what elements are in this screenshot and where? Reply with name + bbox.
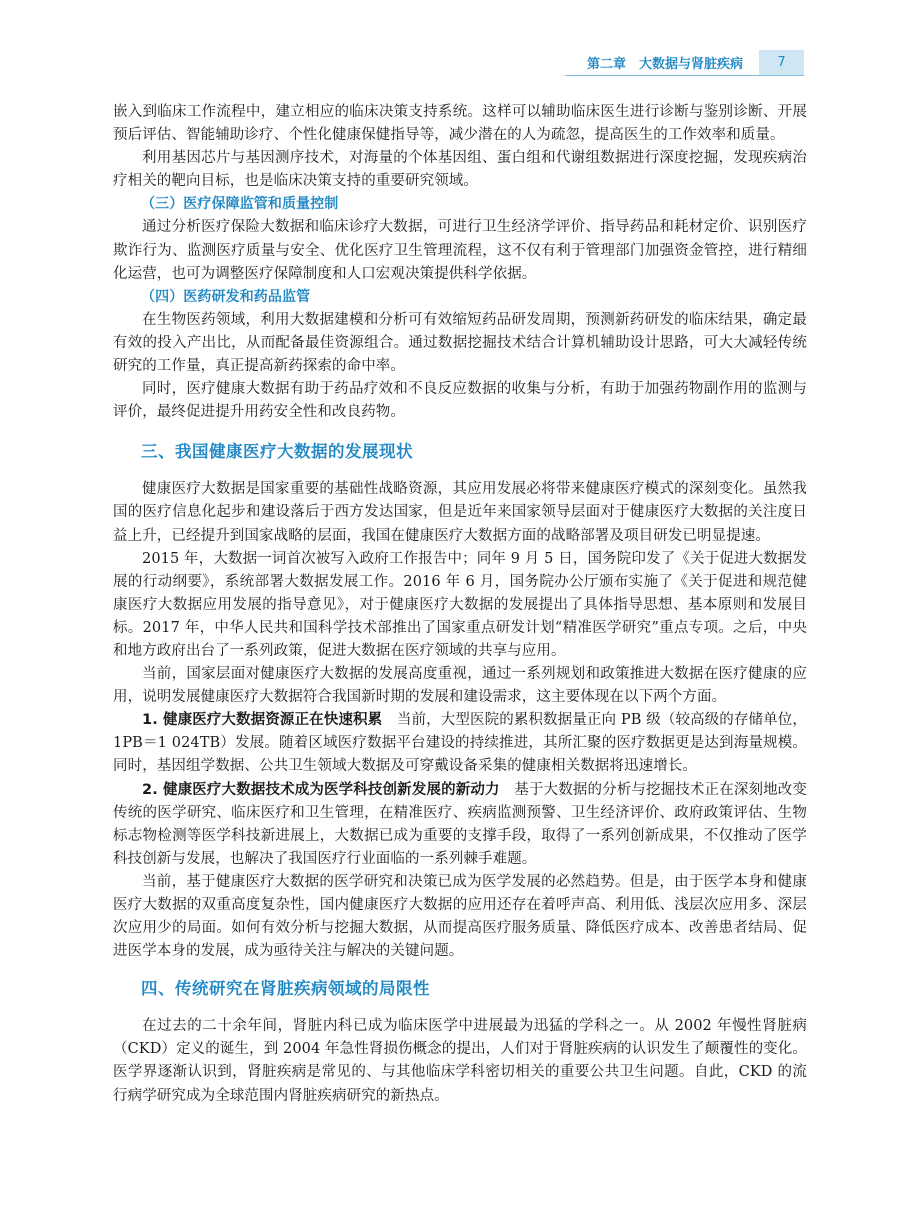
paragraph: 在生物医药领域，利用大数据建模和分析可有效缩短药品研发周期，预测新药研发的临床结果，确定最有效的投入产出比，从而配备最佳资源组合。通过数据挖掘技术结合计算机辅助设计思路，可大大减轻传统研究的工作量，真正提高新药探索的命中率。 bbox=[113, 311, 807, 375]
numbered-text-2: 基于大数据的分析与挖掘技术正在深刻地改变传统的医学研究、临床医疗和卫生管理，在精准医疗、疾病监测预警、卫生经济评价、政府政策评估、生物标志物检测等医学科技新进展上，大数据已成为重要的支撑手段，取得了一系列创新成果，不仅推动了医学科技创新与发展，也解决了我国医疗行业面临的一系列棘手难题。 bbox=[113, 781, 807, 867]
page-body bbox=[113, 101, 807, 1108]
numbered-paragraph-2 bbox=[113, 779, 807, 871]
header-rule bbox=[565, 75, 804, 76]
numbered-lead-1: 1. 健康医疗大数据资源正在快速积累 bbox=[142, 712, 383, 729]
paragraph: 当前，基于健康医疗大数据的医学研究和决策已成为医学发展的必然趋势。但是，由于医学本身和健康医疗大数据的双重高度复杂性，国内健康医疗大数据的应用还存在着呼声高、利用低、浅层次应用多、深层次应用少的局面。如何有效分析与挖掘大数据，从而提高医疗服务质量、降低医疗成本、改善患者结局、促进医学本身的发展，成为亟待关注与解决的关键问题。 bbox=[113, 873, 807, 960]
paragraph: 在过去的二十余年间，肾脏内科已成为临床医学中进展最为迅猛的学科之一。从 2002 年慢性肾脏病（CKD）定义的诞生，到 2004 年急性肾损伤概念的提出，人们对于肾脏疾病的认识发生了颠覆性的变化。医学界逐渐认识到，肾脏疾病是常见的、与其他临床学科密切相关的重要公共卫生问题。自此，CKD 的流行病学研究成为全球范围内肾脏疾病研究的新热点。 bbox=[113, 1018, 807, 1104]
paragraph: 2015 年，大数据一词首次被写入政府工作报告中；同年 9 月 5 日，国务院印发了《关于促进大数据发展的行动纲要》，系统部署大数据发展工作。2016 年 6 月，国务院办公厅颁布实施了《关于促进和规范健康医疗大数据应用发展的指导意见》，对于健康医疗大数据的发展提出了具体指导思想、基本原则和发展目标。2017 年，中华人民共和国科学技术部推出了国家重点研发计划“精准医学研究”重点专项。之后，中央和地方政府出台了一系列政策，促进大数据在医疗领域的共享与应用。 bbox=[113, 550, 807, 659]
paragraph: 嵌入到临床工作流程中，建立相应的临床决策支持系统。这样可以辅助临床医生进行诊断与鉴别诊断、开展预后评估、智能辅助诊疗、个性化健康保健指导等，减少潜在的人为疏忽，提高医生的工作效率和质量。 bbox=[113, 104, 807, 144]
running-header bbox=[565, 50, 804, 75]
chapter-section-heading-4: 四、传统研究在肾脏疾病领域的局限性 bbox=[141, 979, 430, 999]
paragraph: 利用基因芯片与基因测序技术，对海量的个体基因组、蛋白组和代谢组数据进行深度挖掘，发现疾病治疗相关的靶向目标，也是临床决策支持的重要研究领域。 bbox=[113, 150, 807, 190]
chapter-section-heading-3: 三、我国健康医疗大数据的发展现状 bbox=[141, 442, 413, 462]
numbered-paragraph-1 bbox=[113, 709, 807, 778]
section-heading-3: （三）医疗保障监管和质量控制 bbox=[141, 196, 339, 213]
numbered-text-1: 当前，大型医院的累积数据量正向 PB 级（较高级的存储单位，1PB＝1 024TB）发展。随着区域医疗数据平台建设的持续推进，其所汇聚的医疗数据更是达到海量规模。同时，基因组学数据、公共卫生领域大数据及可穿戴设备采集的健康相关数据将迅速增长。 bbox=[113, 712, 807, 775]
paragraph: 当前，国家层面对健康医疗大数据的发展高度重视，通过一系列规划和政策推进大数据在医疗健康的应用，说明发展健康医疗大数据符合我国新时期的发展和建设需求，这主要体现在以下两个方面。 bbox=[113, 666, 807, 706]
paragraph: 通过分析医疗保险大数据和临床诊疗大数据，可进行卫生经济学评价、指导药品和耗材定价、识别医疗欺诈行为、监测医疗质量与安全、优化医疗卫生管理流程，这不仅有利于管理部门加强资金管控，进行精细化运营，也可为调整医疗保障制度和人口宏观决策提供科学依据。 bbox=[113, 219, 807, 282]
numbered-lead-2: 2. 健康医疗大数据技术成为医学科技创新发展的新动力 bbox=[142, 781, 500, 798]
paragraph: 健康医疗大数据是国家重要的基础性战略资源，其应用发展必将带来健康医疗模式的深刻变化。虽然我国的医疗信息化起步和建设落后于西方发达国家，但是近年来国家领导层面对于健康医疗大数据的关注度日益上升，已经提升到国家战略的层面，我国在健康医疗大数据方面的战略部署及项目研发已明显提速。 bbox=[113, 481, 807, 544]
paragraph: 同时，医疗健康大数据有助于药品疗效和不良反应数据的收集与分析，有助于加强药物副作用的监测与评价，最终促进提升用药安全性和改良药物。 bbox=[113, 381, 807, 421]
page-number: 7 bbox=[759, 50, 804, 75]
section-heading-4: （四）医药研发和药品监管 bbox=[141, 288, 311, 305]
chapter-title: 第二章 大数据与肾脏疾病 bbox=[586, 57, 743, 72]
